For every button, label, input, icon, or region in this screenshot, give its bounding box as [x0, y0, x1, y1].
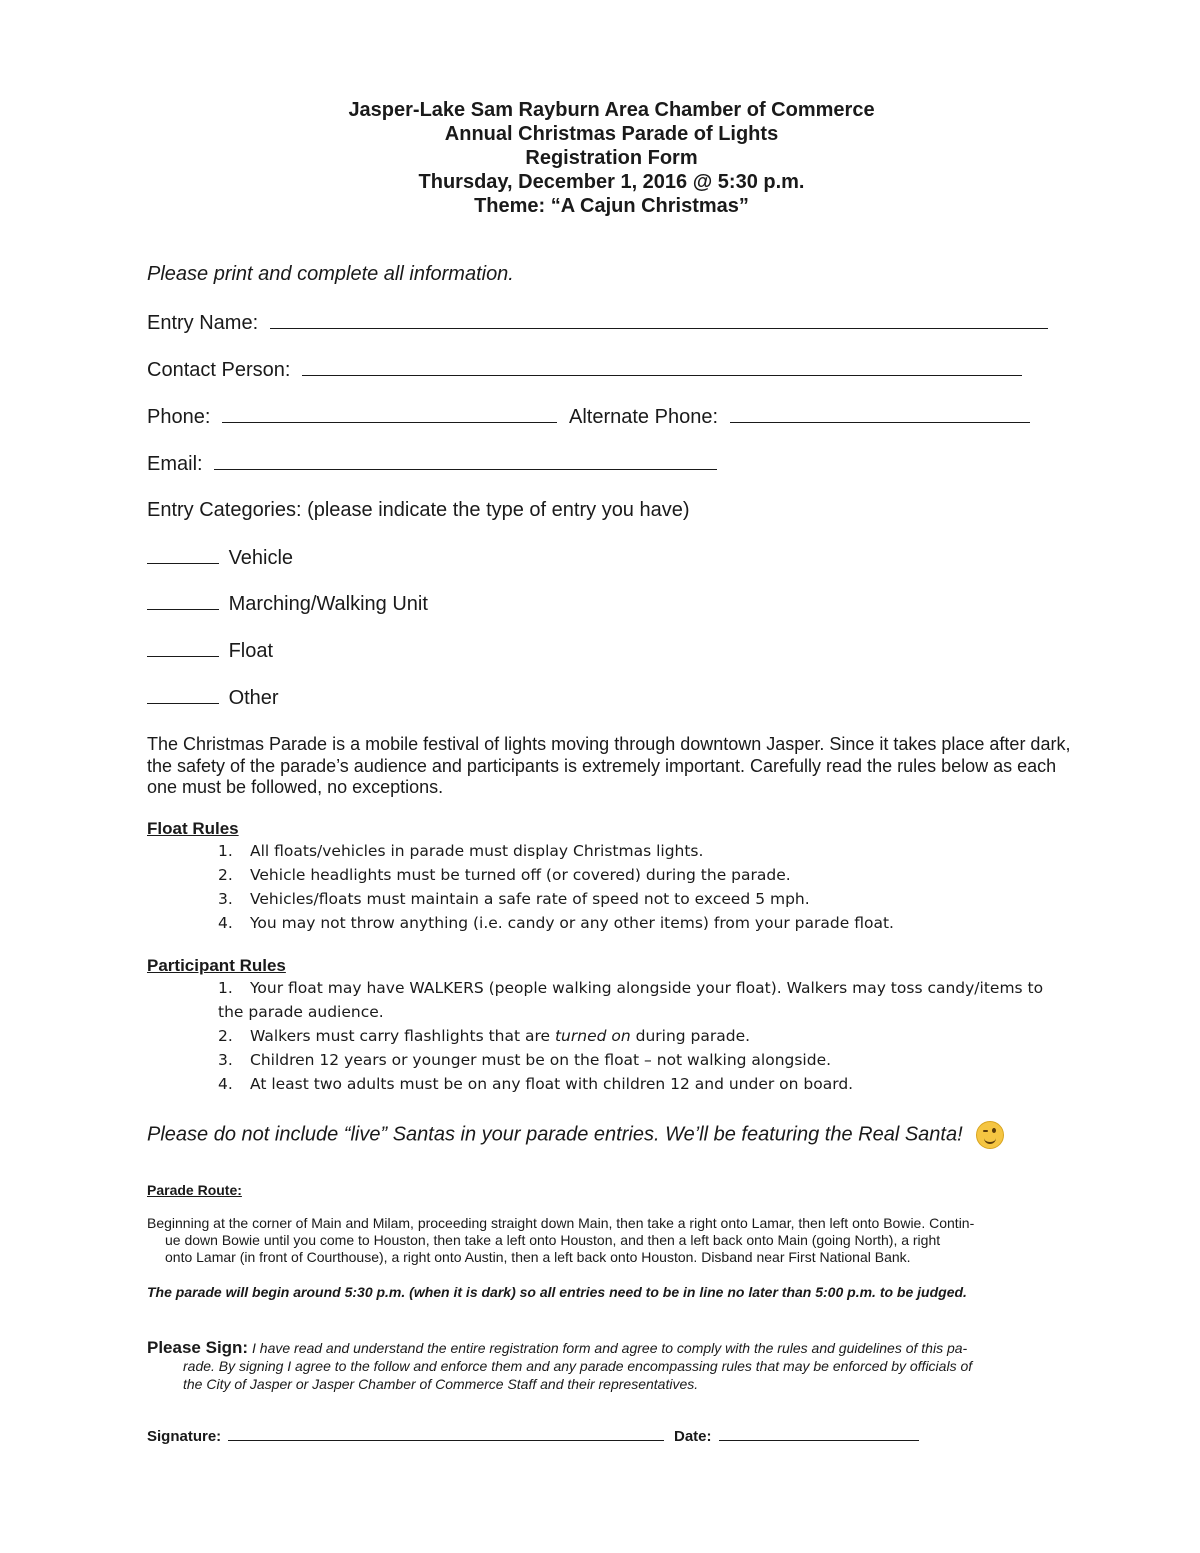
categories-prompt: Entry Categories: (please indicate the type of entry you have): [147, 499, 690, 521]
route-line-3: onto Lamar (in front of Courthouse), a right onto Austin, then a left back onto Houston. Disband near First National Bank.: [165, 1249, 911, 1265]
category-marching-label: Marching/Walking Unit: [228, 593, 428, 615]
category-vehicle[interactable]: [147, 545, 293, 570]
entry-name-label: Entry Name:: [147, 312, 259, 334]
title-date: Thursday, December 1, 2016 @ 5:30 p.m.: [418, 171, 805, 193]
alternate-phone-blank[interactable]: [730, 404, 1030, 423]
signature-label: Signature:: [147, 1428, 222, 1445]
float-rule-2-text: Vehicle headlights must be turned off (or covered) during the parade.: [250, 866, 791, 884]
participant-rule-2-pre: Walkers must carry flashlights that are: [250, 1027, 555, 1045]
rule-number: 1.: [218, 842, 233, 860]
rule-number: 2.: [218, 866, 233, 884]
contact-person-field[interactable]: [147, 357, 1022, 382]
float-rule-4: [218, 912, 894, 936]
title-form: Registration Form: [525, 147, 698, 169]
alternate-phone-field[interactable]: [569, 404, 1030, 429]
rule-number: 1.: [218, 979, 233, 997]
title-theme: Theme: “A Cajun Christmas”: [474, 195, 749, 217]
entry-name-blank[interactable]: [270, 310, 1048, 329]
email-blank[interactable]: [214, 451, 717, 470]
signature-field[interactable]: [147, 1426, 664, 1445]
sign-text-1: I have read and understand the entire registration form and agree to comply with the rules and guidelines of this pa-: [248, 1340, 968, 1356]
participant-rule-2-emphasis: turned on: [554, 1027, 631, 1045]
participant-rule-4-text: At least two adults must be on any float with children 12 and under on board.: [250, 1075, 854, 1093]
category-vehicle-blank[interactable]: [147, 545, 219, 564]
category-marching-blank[interactable]: [147, 591, 219, 610]
participant-rule-2-post: during parade.: [630, 1027, 751, 1045]
float-rule-1: [218, 840, 703, 864]
santa-note: [147, 1121, 1004, 1149]
float-rule-1-text: All floats/vehicles in parade must display Christmas lights.: [250, 842, 704, 860]
rule-number: 4.: [218, 1075, 233, 1093]
sign-text-2: rade. By signing I agree to the follow and enforce them and any parade encompassing rules that may be enforced by officials of: [183, 1358, 973, 1374]
please-sign-label: Please Sign:: [147, 1338, 249, 1357]
sign-statement: [147, 1339, 967, 1357]
float-rule-3: [218, 888, 810, 912]
parade-route-heading: Parade Route:: [147, 1182, 242, 1198]
float-rules-heading: Float Rules: [147, 819, 239, 838]
participant-rule-4: [218, 1073, 853, 1097]
category-float-label: Float: [228, 640, 274, 662]
rule-number: 4.: [218, 914, 233, 932]
participant-rule-3-text: Children 12 years or younger must be on the float – not walking alongside.: [250, 1051, 832, 1069]
rule-number: 3.: [218, 890, 233, 908]
rule-number: 2.: [218, 1027, 233, 1045]
float-rule-3-text: Vehicles/floats must maintain a safe rate of speed not to exceed 5 mph.: [250, 890, 810, 908]
participant-rule-1: [218, 977, 1043, 1001]
participant-rule-3: [218, 1049, 831, 1073]
category-float-blank[interactable]: [147, 638, 219, 657]
sign-text-3: the City of Jasper or Jasper Chamber of Commerce Staff and their representatives.: [183, 1376, 699, 1392]
date-blank[interactable]: [719, 1426, 919, 1441]
participant-rule-1-cont: the parade audience.: [218, 1003, 384, 1021]
category-marching[interactable]: [147, 591, 428, 616]
category-vehicle-label: Vehicle: [228, 547, 294, 569]
phone-field[interactable]: [147, 404, 557, 429]
description-paragraph: The Christmas Parade is a mobile festival of lights moving through downtown Jasper. Since it takes place after dark, the safety of the parade’s audience and participants is extremely important. Carefully read the rules below as each one must be followed, no exceptions.: [147, 734, 1071, 797]
category-other-blank[interactable]: [147, 685, 219, 704]
category-other[interactable]: [147, 685, 279, 710]
contact-person-blank[interactable]: [302, 357, 1022, 376]
date-field[interactable]: [674, 1426, 919, 1445]
float-rule-4-text: You may not throw anything (i.e. candy or any other items) from your parade float.: [250, 914, 894, 932]
intro-text: Please print and complete all information.: [147, 263, 514, 285]
route-line-2: ue down Bowie until you come to Houston, then take a left onto Houston, and then a left back onto Main (going North), a right: [165, 1232, 941, 1248]
email-label: Email:: [147, 453, 203, 475]
timing-note: The parade will begin around 5:30 p.m. (when it is dark) so all entries need to be in line no later than 5:00 p.m. to be judged.: [147, 1284, 967, 1300]
contact-person-label: Contact Person:: [147, 359, 291, 381]
phone-label: Phone:: [147, 406, 211, 428]
entry-name-field[interactable]: [147, 310, 1048, 335]
participant-rule-1-text: Your float may have WALKERS (people walking alongside your float). Walkers may toss candy/items to: [250, 979, 1044, 997]
date-label: Date:: [674, 1428, 712, 1445]
category-other-label: Other: [228, 687, 279, 709]
rule-number: 3.: [218, 1051, 233, 1069]
winking-face-icon: [976, 1121, 1004, 1149]
alternate-phone-label: Alternate Phone:: [569, 406, 718, 428]
participant-rules-heading: Participant Rules: [147, 956, 286, 975]
title-event: Annual Christmas Parade of Lights: [444, 123, 779, 145]
category-float[interactable]: [147, 638, 273, 663]
signature-blank[interactable]: [228, 1426, 664, 1441]
participant-rule-2: [218, 1025, 750, 1049]
email-field[interactable]: [147, 451, 717, 476]
phone-blank[interactable]: [222, 404, 557, 423]
route-line-1: Beginning at the corner of Main and Milam, proceeding straight down Main, then take a right onto Lamar, then left onto Bowie. Contin-: [147, 1215, 975, 1231]
santa-note-text: Please do not include “live” Santas in your parade entries. We’ll be featuring the Real Santa!: [147, 1123, 963, 1146]
float-rule-2: [218, 864, 791, 888]
title-org: Jasper-Lake Sam Rayburn Area Chamber of Commerce: [348, 99, 875, 121]
